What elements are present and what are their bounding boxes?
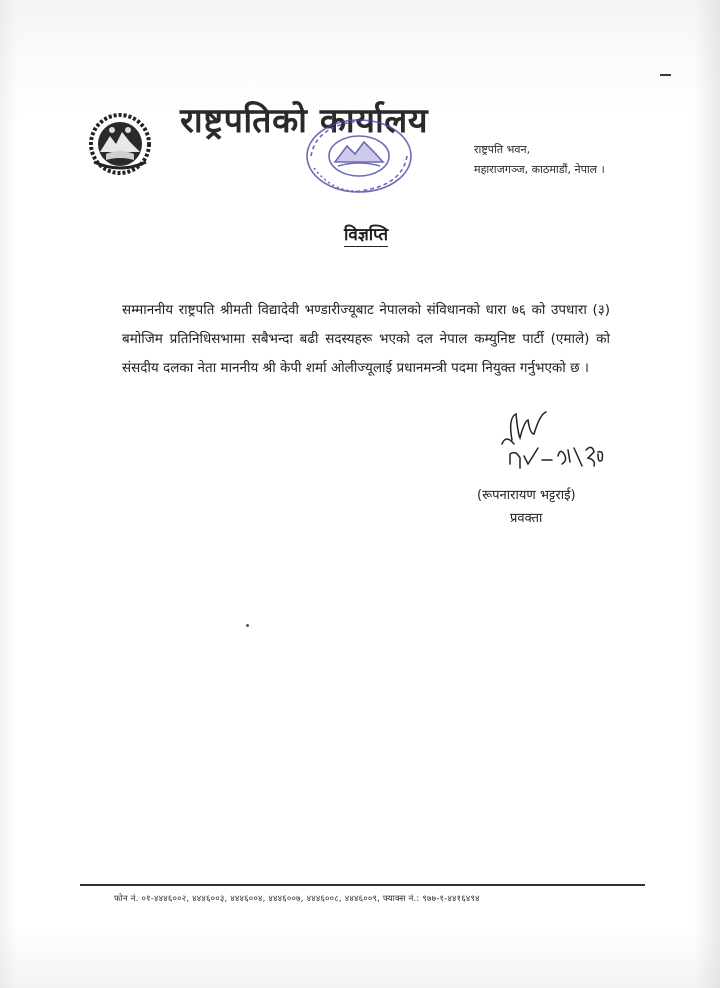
notice-body: सम्माननीय राष्ट्रपति श्रीमती विद्यादेवी भण्डारीज्यूबाट नेपालको संविधानको धारा ७६ को उपधारा (३) बमोजिम प्रतिनिधिसभामा सबैभन्दा बढी सदस्यहरू भएको दल नेपाल कम्युनिष्ट पार्टी (एमाले) को संसदीय दलका नेता माननीय श्री केपी शर्मा ओलीज्यूलाई प्रधानमन्त्री पदमा नियुक्त गर्नुभएको छ ।: [122, 302, 610, 376]
address-line-1: राष्ट्रपति भवन,: [474, 143, 531, 156]
page-shadow-right: [694, 0, 720, 988]
notice-heading: विज्ञप्ति: [344, 222, 388, 247]
nepal-coat-of-arms-icon: [88, 112, 152, 176]
footer-contact: फोन नं. ०१-४४४६००२, ४४४६००३, ४४४६००४, ४४४६००७, ४४४६००८, ४४४६००९, फ्याक्स नं.: ९७७-१-४४१६४९४: [114, 894, 480, 904]
office-seal-stamp: [302, 116, 416, 200]
page-shadow-left: [0, 0, 18, 988]
address-line-2: महाराजगञ्ज, काठमाडौं, नेपाल ।: [474, 163, 605, 176]
spokesperson-title: प्रवक्ता: [510, 511, 543, 526]
scan-mark: [660, 74, 671, 76]
footer-divider: [80, 884, 645, 886]
spokesperson-name: (रूपनारायण भट्टराई): [477, 488, 576, 503]
office-address: [474, 140, 644, 180]
handwritten-signature: [490, 404, 610, 476]
scan-speck: [246, 624, 249, 627]
office-title: राष्ट्रपतिको कार्यालय: [180, 101, 429, 141]
